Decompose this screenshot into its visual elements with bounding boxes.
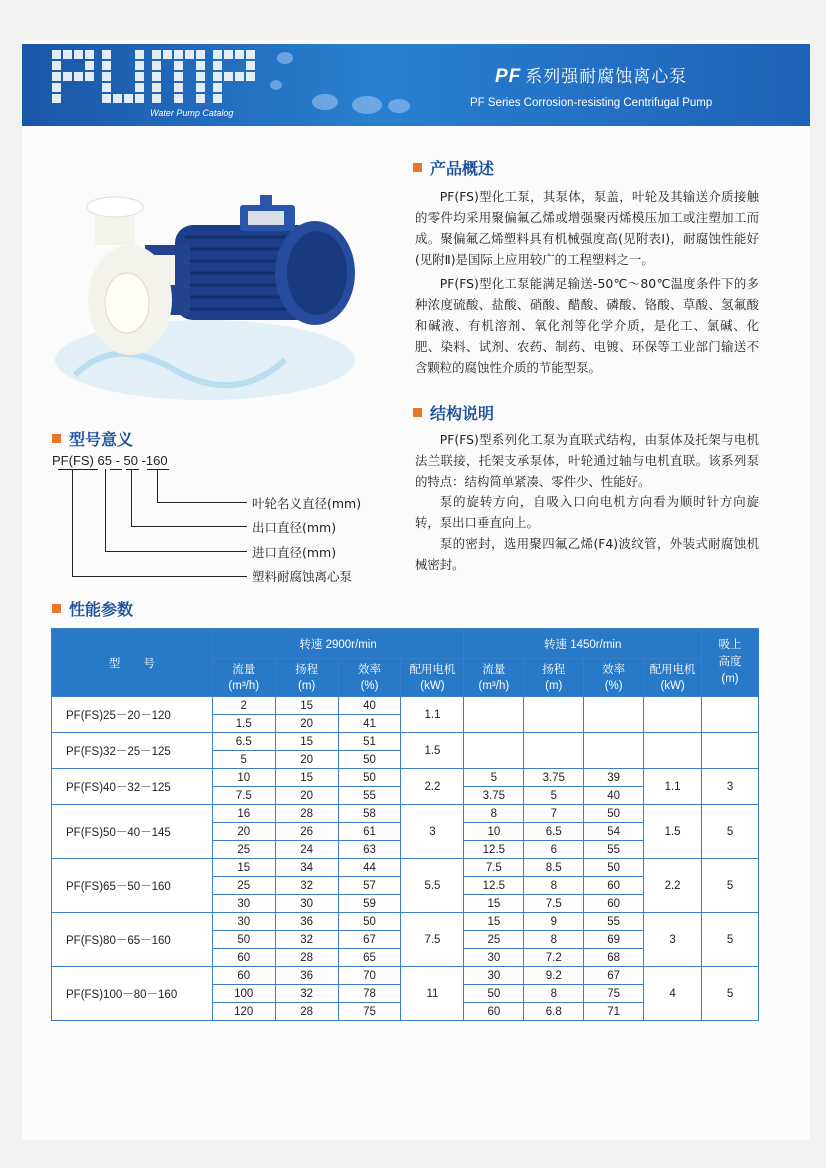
logo-cell	[196, 83, 205, 92]
cell-empty	[644, 697, 702, 733]
structure-heading	[413, 401, 494, 424]
logo-cell	[135, 50, 144, 59]
cell-flow: 12.5	[464, 841, 524, 859]
logo-cell	[113, 94, 122, 103]
cell-flow: 5	[212, 751, 275, 769]
pump-logo	[52, 50, 267, 116]
logo-cell	[174, 94, 183, 103]
cell-efficiency: 75	[338, 1003, 401, 1021]
subheader-flow: 流量 (m³/h)	[212, 659, 275, 697]
cell-head: 6.8	[524, 1003, 584, 1021]
cell-efficiency: 55	[584, 841, 644, 859]
col-header-model: 型 号	[52, 629, 213, 697]
cell-efficiency: 40	[338, 697, 401, 715]
table-row	[52, 967, 759, 985]
table-row	[52, 913, 759, 931]
cell-efficiency: 65	[338, 949, 401, 967]
cell-motor: 1.1	[644, 769, 702, 805]
legend-outlet: 出口直径(mm)	[252, 520, 337, 535]
table-row	[52, 769, 759, 787]
performance-table	[51, 628, 759, 1021]
leader-line	[131, 526, 247, 527]
logo-cell	[74, 50, 83, 59]
cell-head: 24	[275, 841, 338, 859]
performance-heading-text: 性能参数	[69, 600, 134, 619]
cell-flow: 120	[212, 1003, 275, 1021]
cell-head: 32	[275, 985, 338, 1003]
logo-cell	[63, 50, 72, 59]
cell-head: 15	[275, 697, 338, 715]
underline	[147, 469, 169, 470]
logo-cell	[85, 50, 94, 59]
cell-head: 28	[275, 805, 338, 823]
cell-head: 32	[275, 931, 338, 949]
cell-efficiency: 67	[338, 931, 401, 949]
logo-cell	[213, 94, 222, 103]
logo-cell	[213, 50, 222, 59]
cell-flow: 25	[464, 931, 524, 949]
logo-cell	[102, 61, 111, 70]
cell-efficiency: 63	[338, 841, 401, 859]
page-title	[495, 62, 687, 88]
logo-cell	[102, 83, 111, 92]
cell-head: 20	[275, 715, 338, 733]
table-row	[52, 805, 759, 823]
overview-heading-text: 产品概述	[430, 159, 495, 178]
logo-cell	[235, 72, 244, 81]
overview-heading	[413, 156, 494, 179]
logo-cell	[174, 61, 183, 70]
logo-cell	[174, 72, 183, 81]
logo-cell	[196, 94, 205, 103]
cell-head: 8.5	[524, 859, 584, 877]
cell-flow: 10	[464, 823, 524, 841]
cell-head: 30	[275, 895, 338, 913]
cell-efficiency: 50	[338, 769, 401, 787]
subheader-flow: 流量 (m³/h)	[464, 659, 524, 697]
cell-motor: 1.1	[401, 697, 464, 733]
cell-empty	[464, 697, 524, 733]
logo-cell	[174, 83, 183, 92]
cell-efficiency: 54	[584, 823, 644, 841]
model-meaning-heading-text: 型号意义	[69, 430, 134, 449]
cell-empty	[464, 733, 524, 769]
model-cell: PF(FS)25－20－120	[52, 697, 213, 733]
cell-head: 3.75	[524, 769, 584, 787]
cell-efficiency: 50	[338, 751, 401, 769]
cell-empty	[584, 733, 644, 769]
logo-cell	[52, 61, 61, 70]
cell-head: 9	[524, 913, 584, 931]
cell-flow: 15	[464, 895, 524, 913]
cell-flow: 7.5	[464, 859, 524, 877]
cell-efficiency: 39	[584, 769, 644, 787]
model-meaning-heading	[52, 427, 133, 450]
logo-cell	[196, 50, 205, 59]
table-row	[52, 733, 759, 751]
page-subtitle: PF Series Corrosion-resisting Centrifugal Pump	[470, 97, 713, 109]
model-cell: PF(FS)40－32－125	[52, 769, 213, 805]
cell-empty	[524, 733, 584, 769]
subheader-efficiency: 效率 (%)	[584, 659, 644, 697]
logo-cell	[63, 72, 72, 81]
underline	[110, 469, 122, 470]
cell-head: 7.5	[524, 895, 584, 913]
logo-cell	[85, 61, 94, 70]
logo-cell	[85, 72, 94, 81]
leader-line	[105, 551, 247, 552]
cell-efficiency: 75	[584, 985, 644, 1003]
cell-flow: 100	[212, 985, 275, 1003]
cell-efficiency: 60	[584, 877, 644, 895]
cell-flow: 12.5	[464, 877, 524, 895]
cell-suction: 5	[702, 859, 759, 913]
cell-efficiency: 55	[584, 913, 644, 931]
logo-cell	[213, 83, 222, 92]
cell-suction: 3	[702, 769, 759, 805]
logo-cell	[163, 50, 172, 59]
logo-cell	[74, 72, 83, 81]
logo-cell	[124, 94, 133, 103]
cell-flow: 25	[212, 877, 275, 895]
legend-inlet: 进口直径(mm)	[252, 545, 337, 560]
model-cell: PF(FS)100－80－160	[52, 967, 213, 1021]
logo-cell	[152, 50, 161, 59]
cell-head: 20	[275, 751, 338, 769]
cell-flow: 60	[212, 949, 275, 967]
logo-cell	[246, 61, 255, 70]
cell-motor: 2.2	[644, 859, 702, 913]
cell-motor: 1.5	[644, 805, 702, 859]
heading-bullet	[413, 408, 422, 417]
cell-empty	[584, 697, 644, 733]
cell-head: 28	[275, 1003, 338, 1021]
cell-motor: 4	[644, 967, 702, 1021]
logo-cell	[174, 50, 183, 59]
logo-cell	[102, 50, 111, 59]
cell-flow: 6.5	[212, 733, 275, 751]
col-header-speed-2900: 转速 2900r/min	[212, 629, 464, 659]
cell-empty	[524, 697, 584, 733]
underline	[58, 469, 98, 470]
logo-cell	[185, 50, 194, 59]
logo-cell	[235, 50, 244, 59]
logo-cell	[52, 50, 61, 59]
cell-efficiency: 44	[338, 859, 401, 877]
cell-empty	[702, 733, 759, 769]
cell-motor: 3	[401, 805, 464, 859]
logo-cell	[102, 94, 111, 103]
cell-flow: 30	[464, 949, 524, 967]
subheader-motor: 配用电机 (kW)	[401, 659, 464, 697]
leader-line	[131, 469, 132, 526]
logo-cell	[152, 83, 161, 92]
subheader-efficiency: 效率 (%)	[338, 659, 401, 697]
cell-head: 8	[524, 877, 584, 895]
cell-head: 7.2	[524, 949, 584, 967]
cell-head: 8	[524, 985, 584, 1003]
cell-head: 26	[275, 823, 338, 841]
cell-flow: 8	[464, 805, 524, 823]
cell-head: 20	[275, 787, 338, 805]
overview-paragraph-2: PF(FS)型化工泵能满足输送-50℃～80℃温度条件下的多种浓度硫酸、盐酸、硝酸、醋酸、磷酸、铬酸、草酸、氢氟酸和碱液、有机溶剂、氧化剂等化学介质，是化工、氯碱、化肥、染料、试剂、农药、制药、电镀、环保等工业部门输送不含颗粒的腐蚀性介质的节能型泵。	[415, 276, 759, 375]
cell-efficiency: 69	[584, 931, 644, 949]
cell-head: 36	[275, 967, 338, 985]
logo-cell	[213, 61, 222, 70]
cell-head: 6	[524, 841, 584, 859]
leader-line	[72, 576, 247, 577]
cell-empty	[702, 697, 759, 733]
cell-empty	[644, 733, 702, 769]
cell-motor: 2.2	[401, 769, 464, 805]
logo-cell	[135, 61, 144, 70]
logo-cell	[135, 94, 144, 103]
cell-efficiency: 57	[338, 877, 401, 895]
cell-motor: 1.5	[401, 733, 464, 769]
logo-cell	[152, 72, 161, 81]
model-cell: PF(FS)65－50－160	[52, 859, 213, 913]
catalog-label: Water Pump Catalog	[150, 108, 234, 118]
logo-cell	[213, 72, 222, 81]
cell-head: 15	[275, 733, 338, 751]
subheader-head: 扬程 (m)	[275, 659, 338, 697]
logo-cell	[196, 72, 205, 81]
table-row	[52, 697, 759, 715]
cell-suction: 5	[702, 967, 759, 1021]
cell-suction: 5	[702, 805, 759, 859]
cell-efficiency: 50	[584, 859, 644, 877]
logo-cell	[152, 94, 161, 103]
cell-efficiency: 55	[338, 787, 401, 805]
cell-head: 9.2	[524, 967, 584, 985]
cell-head: 7	[524, 805, 584, 823]
cell-head: 32	[275, 877, 338, 895]
cell-motor: 5.5	[401, 859, 464, 913]
cell-efficiency: 40	[584, 787, 644, 805]
overview-paragraph-1: PF(FS)型化工泵，其泵体，泵盖，叶轮及其输送介质接触的零件均采用聚偏氟乙烯或增强聚丙烯模压加工或注塑加工而成。聚偏氟乙烯塑料具有机械强度高(见附表Ⅰ)，耐腐蚀性能好(见附Ⅱ)是国际上应用较广的工程塑料之一。	[415, 189, 759, 267]
cell-efficiency: 59	[338, 895, 401, 913]
cell-suction: 5	[702, 913, 759, 967]
cell-head: 28	[275, 949, 338, 967]
logo-cell	[224, 50, 233, 59]
cell-flow: 5	[464, 769, 524, 787]
cell-flow: 50	[464, 985, 524, 1003]
cell-efficiency: 68	[584, 949, 644, 967]
cell-flow: 30	[464, 967, 524, 985]
pump-illustration	[55, 185, 385, 415]
cell-efficiency: 70	[338, 967, 401, 985]
col-header-suction: 吸上 高度 (m)	[702, 629, 759, 697]
cell-flow: 30	[212, 913, 275, 931]
structure-heading-text: 结构说明	[430, 404, 495, 423]
logo-cell	[246, 50, 255, 59]
cell-efficiency: 50	[584, 805, 644, 823]
logo-cell	[135, 72, 144, 81]
cell-motor: 7.5	[401, 913, 464, 967]
leader-line	[72, 469, 73, 576]
table-row	[52, 859, 759, 877]
title-prefix: PF	[495, 66, 522, 87]
cell-efficiency: 67	[584, 967, 644, 985]
cell-flow: 16	[212, 805, 275, 823]
cell-efficiency: 51	[338, 733, 401, 751]
cell-efficiency: 61	[338, 823, 401, 841]
cell-flow: 60	[212, 967, 275, 985]
leader-line	[157, 469, 158, 502]
model-cell: PF(FS)50－40－145	[52, 805, 213, 859]
heading-bullet	[413, 163, 422, 172]
logo-cell	[224, 72, 233, 81]
cell-flow: 7.5	[212, 787, 275, 805]
cell-flow: 20	[212, 823, 275, 841]
logo-cell	[152, 61, 161, 70]
cell-flow: 15	[464, 913, 524, 931]
cell-head: 6.5	[524, 823, 584, 841]
cell-flow: 15	[212, 859, 275, 877]
cell-head: 15	[275, 769, 338, 787]
cell-head: 5	[524, 787, 584, 805]
cell-head: 36	[275, 913, 338, 931]
cell-efficiency: 78	[338, 985, 401, 1003]
leader-line	[105, 469, 106, 551]
model-code: PF(FS) 65 - 50 -160	[52, 453, 168, 468]
cell-head: 8	[524, 931, 584, 949]
cell-efficiency: 58	[338, 805, 401, 823]
cell-motor: 11	[401, 967, 464, 1021]
cell-efficiency: 50	[338, 913, 401, 931]
legend-impeller: 叶轮名义直径(mm)	[252, 496, 362, 511]
structure-paragraph-2: 泵的旋转方向，自吸入口向电机方向看为顺时针方向旋转，泵出口垂直向上。	[415, 494, 759, 530]
cell-flow: 2	[212, 697, 275, 715]
logo-cell	[135, 83, 144, 92]
cell-motor: 3	[644, 913, 702, 967]
logo-cell	[246, 72, 255, 81]
model-cell: PF(FS)32－25－125	[52, 733, 213, 769]
cell-efficiency: 60	[584, 895, 644, 913]
logo-cell	[52, 83, 61, 92]
logo-cell	[52, 94, 61, 103]
subheader-motor: 配用电机 (kW)	[644, 659, 702, 697]
cell-flow: 3.75	[464, 787, 524, 805]
cell-flow: 25	[212, 841, 275, 859]
legend-type: 塑料耐腐蚀离心泵	[252, 569, 353, 584]
performance-heading	[52, 597, 133, 620]
cell-efficiency: 71	[584, 1003, 644, 1021]
cell-flow: 10	[212, 769, 275, 787]
title-cn: 系列强耐腐蚀离心泵	[525, 67, 688, 87]
structure-paragraph-3: 泵的密封，选用聚四氟乙烯(F4)波纹管，外装式耐腐蚀机械密封。	[415, 536, 759, 572]
cell-flow: 50	[212, 931, 275, 949]
cell-efficiency: 41	[338, 715, 401, 733]
header-banner	[22, 44, 810, 126]
model-cell: PF(FS)80－65－160	[52, 913, 213, 967]
structure-paragraph-1: PF(FS)型系列化工泵为直联式结构，由泵体及托架与电机法兰联接，托架支承泵体，叶轮通过轴与电机直联。该系列泵的特点：结构简单紧凑、零件少、性能好。	[415, 432, 759, 489]
cell-head: 34	[275, 859, 338, 877]
cell-flow: 60	[464, 1003, 524, 1021]
subheader-head: 扬程 (m)	[524, 659, 584, 697]
leader-line	[157, 502, 247, 503]
col-header-speed-1450: 转速 1450r/min	[464, 629, 702, 659]
logo-cell	[52, 72, 61, 81]
logo-cell	[196, 61, 205, 70]
logo-cell	[102, 72, 111, 81]
heading-bullet	[52, 434, 61, 443]
cell-flow: 1.5	[212, 715, 275, 733]
heading-bullet	[52, 604, 61, 613]
cell-flow: 30	[212, 895, 275, 913]
underline	[126, 469, 139, 470]
